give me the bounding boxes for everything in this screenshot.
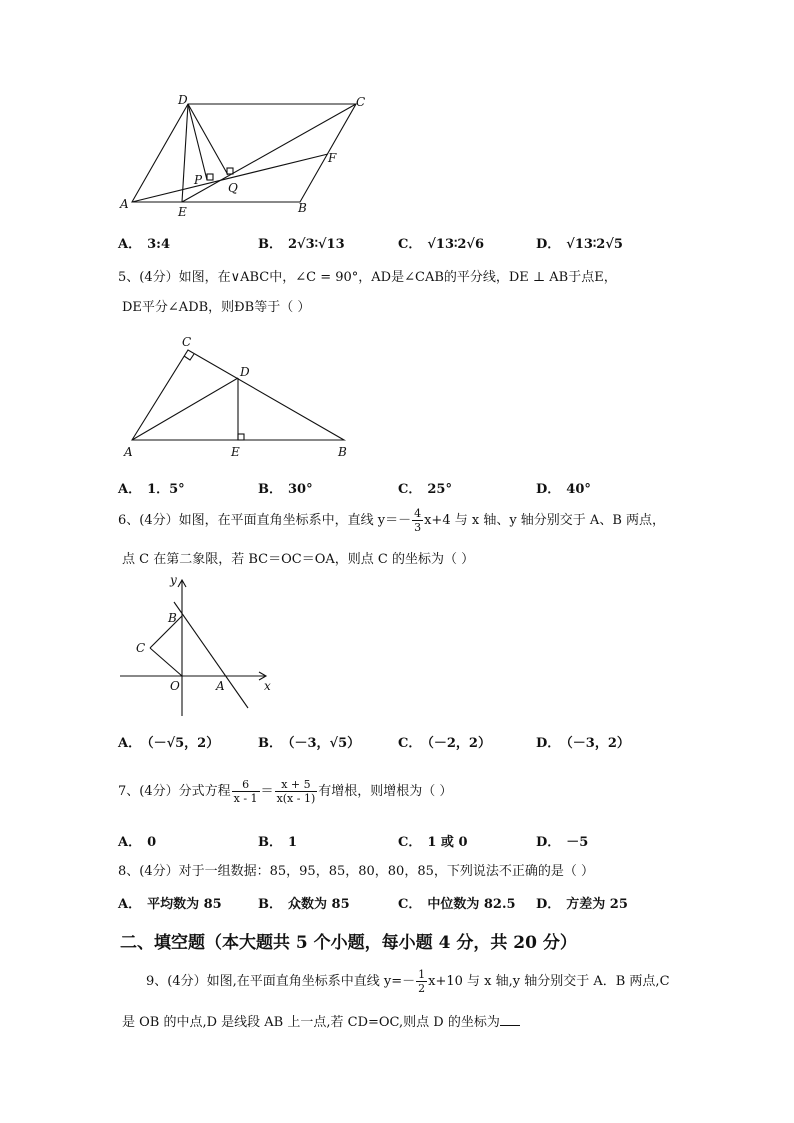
q6-option-b[interactable]: B． （－3，√5） — [258, 736, 361, 751]
q4-label-C: C — [356, 95, 366, 109]
q6-stem-line2: 点 C 在第二象限，若 BC＝OC＝OA，则点 C 的坐标为（ ） — [122, 552, 475, 567]
q4-label-A: A — [120, 197, 129, 211]
q7-option-c[interactable]: C． 1 或 0 — [398, 835, 468, 850]
q4-line-DE — [182, 104, 188, 202]
q9-stem-line1: 9、(4分）如图,在平面直角坐标系中直线 y=－ $\frac{1}{2}$ x+10 与 x 轴,y 轴分别交于 A．B 两点,C — [146, 968, 670, 995]
q6-option-d[interactable]: D． （－3，2） — [536, 736, 630, 751]
q6-label-x: x — [264, 679, 271, 693]
q8-option-a[interactable]: A． 平均数为 85 — [118, 897, 222, 912]
q4-option-a[interactable]: A． 3:4 — [118, 237, 170, 252]
q8-option-b[interactable]: B． 众数为 85 — [258, 897, 350, 912]
q6-option-a[interactable]: A． （－√5，2） — [118, 736, 220, 751]
q5-line-AD — [132, 378, 238, 440]
q4-right-angle-Q — [227, 168, 233, 174]
q5-stem-line1: 5、(4分）如图，在∨ABC中，∠C = 90°，AD是∠CAB的平分线，DE ⊥ AB于点E， — [118, 270, 617, 285]
q5-figure — [118, 330, 363, 462]
q5-option-a[interactable]: A． 1．5° — [118, 482, 185, 497]
q6-label-A: A — [216, 679, 225, 693]
q7-stem: 7、(4分）分式方程 $\frac{6}{x - 1}$ ＝ $\frac{x + 5}{x(x - 1)}$ 有增根，则增根为（ ） — [118, 778, 453, 805]
q6-line-AB — [174, 602, 248, 708]
q4-label-F: F — [328, 151, 337, 165]
q6-fraction: $\frac{4}{3}$ — [414, 507, 422, 534]
q6-label-B: B — [168, 611, 177, 625]
q6-line-BC — [150, 616, 182, 648]
q4-label-Q: Q — [228, 181, 238, 195]
q9-answer-blank[interactable] — [500, 1013, 520, 1026]
q4-line-DP — [188, 104, 207, 180]
q5-label-E: E — [231, 445, 240, 459]
q4-option-d[interactable]: D． √13∶2√5 — [536, 237, 623, 252]
q4-option-b[interactable]: B． 2√3∶√13 — [258, 237, 345, 252]
q4-label-P: P — [194, 173, 203, 187]
q8-option-c[interactable]: C． 中位数为 82.5 — [398, 897, 516, 912]
q5-label-C: C — [182, 335, 192, 349]
q5-label-D: D — [240, 365, 250, 379]
section-2-title: 二、填空题（本大题共 5 个小题，每小题 4 分，共 20 分） — [120, 933, 577, 953]
q6-option-c[interactable]: C． （－2，2） — [398, 736, 491, 751]
q4-line-DQ — [188, 104, 228, 175]
q5-stem-line2: DE平分∠ADB，则ÐB等于（ ） — [122, 300, 311, 315]
q7-option-a[interactable]: A． 0 — [118, 835, 157, 850]
q4-right-angle-P — [207, 174, 213, 180]
q6-label-C: C — [136, 641, 146, 655]
q5-option-d[interactable]: D． 40° — [536, 482, 591, 497]
q5-right-angle-E — [238, 434, 244, 440]
q7-fraction-right: $\frac{x + 5}{x(x - 1)}$ — [276, 778, 316, 805]
q6-line-CO — [150, 648, 182, 676]
q6-stem-line1: 6、(4分）如图，在平面直角坐标系中，直线 y＝－ $\frac{4}{3}$ x+4 与 x 轴、y 轴分别交于 A、B 两点， — [118, 507, 666, 534]
q4-label-E: E — [178, 205, 187, 219]
q4-figure — [110, 92, 380, 224]
q4-option-c[interactable]: C． √13∶2√6 — [398, 237, 485, 252]
q4-label-D: D — [178, 93, 188, 107]
q5-label-A: A — [124, 445, 133, 459]
q5-option-c[interactable]: C． 25° — [398, 482, 452, 497]
q7-option-b[interactable]: B． 1 — [258, 835, 298, 850]
q6-label-O: O — [170, 679, 180, 693]
q5-label-B: B — [338, 445, 347, 459]
q6-label-y: y — [170, 573, 177, 587]
q7-option-d[interactable]: D． －5 — [536, 835, 589, 850]
q4-label-B: B — [298, 201, 307, 215]
q4-parallelogram — [132, 104, 356, 202]
q9-stem-line2: 是 OB 的中点,D 是线段 AB 上一点,若 CD=OC,则点 D 的坐标为 — [122, 1013, 520, 1033]
q5-option-b[interactable]: B． 30° — [258, 482, 313, 497]
q8-option-d[interactable]: D． 方差为 25 — [536, 897, 628, 912]
q7-fraction-left: $\frac{6}{x - 1}$ — [233, 778, 258, 805]
q9-fraction: $\frac{1}{2}$ — [418, 968, 426, 995]
q8-stem: 8、(4分）对于一组数据：85，95，85，80，80，85，下列说法不正确的是（ ） — [118, 864, 594, 879]
q6-figure — [118, 570, 278, 720]
